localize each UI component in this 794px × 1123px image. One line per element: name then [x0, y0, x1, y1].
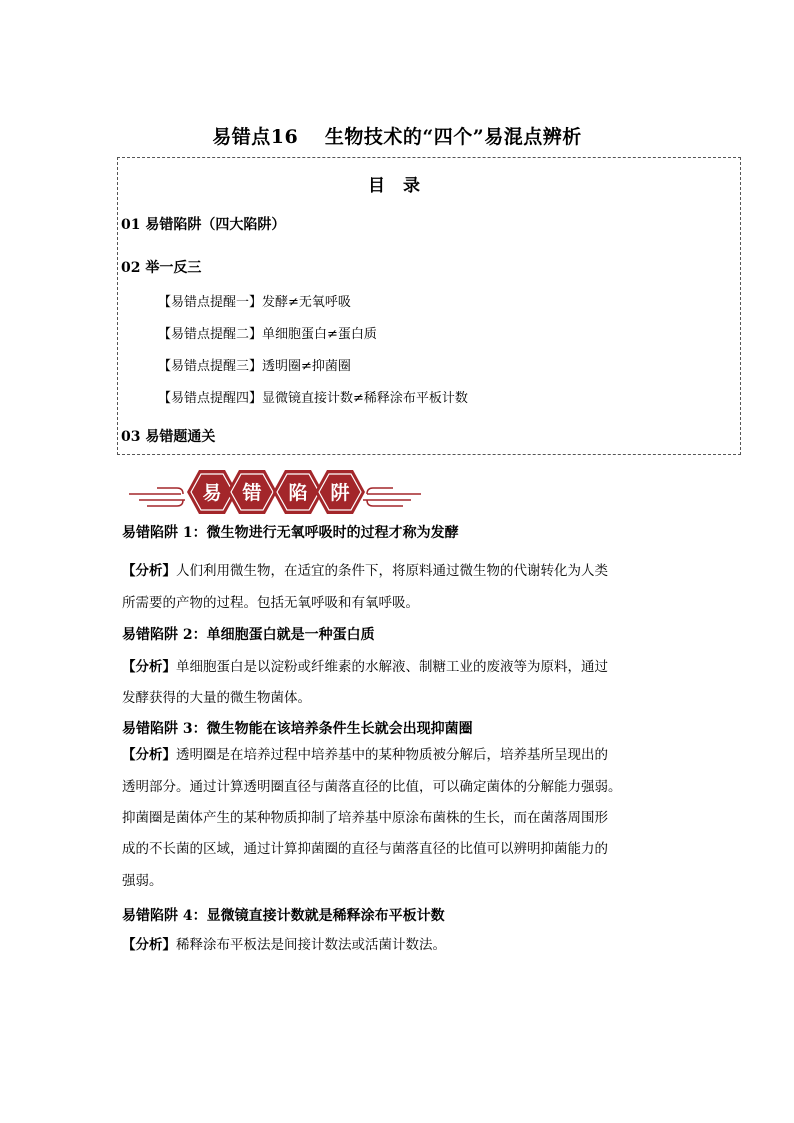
analysis-label: 【分析】 — [122, 659, 176, 675]
paragraph-line: 抑菌圈是菌体产生的某种物质抑制了培养基中原涂布菌株的生长，而在菌落周围形 — [122, 810, 608, 826]
toc-heading: 目 录 — [368, 176, 426, 196]
paragraph-line: 【分析】人们利用微生物，在适宜的条件下，将原料通过微生物的代谢转化为人类 — [122, 563, 608, 579]
trap-heading-2: 易错陷阱 2：单细胞蛋白就是一种蛋白质 — [122, 627, 375, 643]
toc-item-traps[interactable]: 01 易错陷阱（四大陷阱） — [121, 217, 286, 233]
paragraph-line: 【分析】稀释涂布平板法是间接计数法或活菌计数法。 — [122, 937, 446, 953]
trap-heading-1: 易错陷阱 1：微生物进行无氧呼吸时的过程才称为发酵 — [122, 525, 459, 541]
toc-subitem-3[interactable]: 【易错点提醒三】透明圈≠抑菌圈 — [158, 359, 351, 374]
paragraph-line: 【分析】单细胞蛋白是以淀粉或纤维素的水解液、制糖工业的废液等为原料，通过 — [122, 659, 608, 675]
analysis-label: 【分析】 — [122, 563, 176, 579]
banner-char: 易 — [202, 482, 222, 504]
paragraph-line: 成的不长菌的区域，通过计算抑菌圈的直径与菌落直径的比值可以辨明抑菌能力的 — [122, 841, 608, 857]
banner-char: 阱 — [330, 482, 350, 504]
paragraph-line: 【分析】透明圈是在培养过程中培养基中的某种物质被分解后，培养基所呈现出的 — [122, 747, 608, 763]
paragraph-line: 透明部分。通过计算透明圈直径与菌落直径的比值，可以确定菌体的分解能力强弱。 — [122, 779, 622, 795]
analysis-label: 【分析】 — [122, 747, 176, 763]
page-title: 易错点16 生物技术的“四个”易混点辨析 — [212, 126, 582, 148]
banner-char: 错 — [242, 482, 262, 504]
toc-item-exercises[interactable]: 03 易错题通关 — [121, 429, 216, 445]
paragraph-line: 所需要的产物的过程。包括无氧呼吸和有氧呼吸。 — [122, 595, 419, 611]
banner-char: 陷 — [288, 482, 308, 504]
paragraph-line: 发酵获得的大量的微生物菌体。 — [122, 690, 311, 706]
trap-heading-3: 易错陷阱 3：微生物能在该培养条件生长就会出现抑菌圈 — [122, 721, 473, 737]
banner-left-scroll-decoration — [129, 488, 185, 506]
banner-right-scroll-decoration — [363, 488, 421, 506]
section-banner — [127, 466, 423, 518]
toc-item-examples[interactable]: 02 举一反三 — [121, 260, 202, 276]
toc-subitem-1[interactable]: 【易错点提醒一】发酵≠无氧呼吸 — [158, 295, 351, 310]
toc-subitem-2[interactable]: 【易错点提醒二】单细胞蛋白≠蛋白质 — [158, 327, 377, 342]
trap-heading-4: 易错陷阱 4：显微镜直接计数就是稀释涂布平板计数 — [122, 908, 445, 924]
toc-subitem-4[interactable]: 【易错点提醒四】显微镜直接计数≠稀释涂布平板计数 — [158, 391, 468, 406]
analysis-label: 【分析】 — [122, 937, 176, 953]
paragraph-line: 强弱。 — [122, 873, 163, 889]
